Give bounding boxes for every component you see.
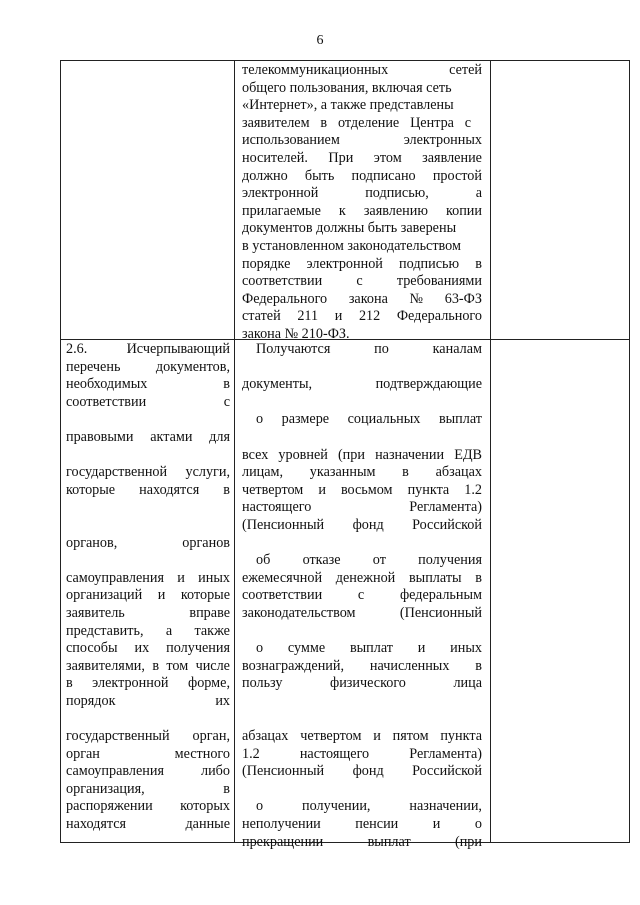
text-line (66, 429, 230, 447)
word: иных (198, 569, 230, 586)
text-line (242, 273, 482, 291)
regulation-table (60, 60, 630, 850)
text-line (66, 552, 230, 570)
word: заявителем (242, 114, 310, 131)
word: заявитель (66, 604, 125, 621)
word: указанным (309, 464, 376, 481)
word: 2.6. (66, 341, 88, 357)
word: которые (66, 481, 116, 498)
text-line (242, 203, 482, 221)
text-line (66, 499, 230, 517)
word: организаций (66, 587, 143, 604)
word: абзацах (242, 728, 289, 745)
word: (Пенсионный (399, 604, 482, 621)
text-line: документов должны быть заверены (242, 220, 457, 237)
word: о (256, 411, 264, 428)
word: и (417, 640, 426, 657)
word: настоящего (299, 745, 370, 762)
word: в (475, 255, 482, 272)
text-line (242, 132, 482, 150)
word: назначении (375, 446, 445, 463)
word: в (402, 464, 409, 481)
text-line (66, 798, 230, 816)
word: подписано (351, 167, 416, 184)
word: соответствии (66, 393, 147, 410)
word: том (166, 657, 189, 674)
text-line (242, 798, 482, 816)
word: а (165, 622, 173, 639)
word: государственный (66, 728, 170, 745)
word: восьмом (340, 481, 393, 498)
word: сумме (287, 640, 326, 657)
word: каналам (432, 341, 482, 357)
word: иных (450, 640, 482, 657)
text-line: в установленном законодательством (242, 237, 461, 254)
text-line (66, 781, 230, 799)
word: о (474, 816, 482, 833)
text-line (66, 359, 230, 377)
word: четвертом (300, 728, 362, 745)
word: Получаются (256, 341, 331, 357)
text-line (66, 587, 230, 605)
text-line (242, 464, 482, 482)
text-line (242, 587, 482, 605)
word: порядке (242, 255, 291, 272)
text-line (66, 517, 230, 535)
text-line (495, 359, 627, 377)
word: с (356, 273, 363, 290)
word: которые (180, 587, 230, 604)
word: представить, (66, 622, 144, 639)
text-line (242, 168, 482, 186)
word: Российской (412, 516, 482, 533)
text-line (66, 605, 230, 623)
word: 212 (358, 308, 381, 325)
word: о (256, 640, 264, 657)
word: и (177, 569, 185, 586)
word: этом (373, 149, 402, 166)
word: местного (174, 745, 230, 762)
word: При (328, 149, 354, 166)
word: пункта (440, 728, 482, 745)
word: Регламента) (409, 499, 482, 516)
text-line (66, 710, 230, 728)
word: выплат (367, 833, 411, 850)
word: порядок (66, 692, 116, 709)
text-line (242, 308, 482, 326)
column-divider-2 (490, 61, 491, 842)
word: (при (337, 446, 365, 463)
text-line (242, 429, 482, 447)
text-line (242, 552, 482, 570)
word: физического (330, 675, 406, 692)
word: по (374, 341, 389, 357)
word: начисленных (369, 657, 450, 674)
text-line (66, 411, 230, 429)
row1-description-cell (242, 62, 482, 344)
word: Российской (412, 763, 482, 780)
word: выплат (349, 640, 393, 657)
word: в (223, 376, 230, 393)
word: денежной (335, 569, 396, 586)
word: законодательством (242, 604, 356, 621)
text-line (66, 623, 230, 641)
word: числе (195, 657, 230, 674)
text-line (242, 411, 482, 429)
word: прекращении (242, 833, 324, 850)
word: статей (242, 308, 281, 325)
word: вправе (189, 604, 230, 621)
text-line: «Интернет», а также представлены (242, 97, 454, 114)
word: подписью, (365, 185, 429, 202)
word: заявление (422, 149, 482, 166)
word: должно (242, 167, 288, 184)
word: подтверждающие (375, 376, 482, 393)
page-number: 6 (316, 33, 324, 48)
word: неполучении (242, 816, 321, 833)
text-line (242, 658, 482, 676)
text-line (242, 359, 482, 377)
text-line: общего пользования, включая сеть (242, 79, 452, 96)
word: в (66, 675, 73, 692)
row2-item-cell (66, 341, 230, 851)
word: услуги, (185, 464, 230, 481)
text-line (242, 763, 482, 781)
word: закона (348, 290, 388, 307)
word: необходимых (66, 376, 148, 393)
text-line (66, 816, 230, 834)
text-line (242, 623, 482, 641)
text-line (242, 499, 482, 517)
word: уровней (278, 446, 328, 463)
text-line (66, 535, 230, 553)
text-line (242, 710, 482, 728)
word: 63-ФЗ (444, 290, 482, 307)
word: Федерального (242, 290, 328, 307)
word: заявлению (363, 202, 428, 219)
word: с (357, 587, 365, 604)
word: 211 (297, 308, 319, 325)
word: и (432, 816, 441, 833)
word: копии (445, 202, 482, 219)
word: в (475, 569, 482, 586)
word: либо (201, 763, 230, 780)
word: также (194, 622, 230, 639)
word: заявителями, (66, 657, 145, 674)
word: Регламента) (409, 745, 482, 762)
text-line (242, 535, 482, 553)
text-line (242, 394, 482, 412)
word: самоуправления (66, 763, 164, 780)
text-line (495, 341, 627, 359)
text-line (242, 150, 482, 168)
word: четвертом (242, 481, 304, 498)
word: организация, (66, 780, 145, 797)
text-line (242, 62, 482, 80)
text-line (66, 834, 230, 852)
text-line (66, 464, 230, 482)
text-line (242, 675, 482, 693)
text-line (66, 763, 230, 781)
text-line (66, 394, 230, 412)
word: фонд (352, 763, 384, 780)
word: распоряжении (66, 798, 153, 815)
text-line (66, 570, 230, 588)
word: абзацах (435, 464, 482, 481)
word: для (209, 428, 230, 445)
column-divider-1 (234, 61, 235, 842)
text-line (242, 185, 482, 203)
word: получении, (302, 798, 371, 815)
word: в (223, 481, 230, 498)
word: о (256, 798, 264, 815)
word: соответствии (242, 587, 323, 604)
word: от (372, 552, 386, 569)
word: находятся (66, 816, 127, 833)
word: форме, (188, 675, 230, 692)
word: электронной (242, 185, 319, 202)
word: пользу (242, 675, 283, 692)
text-line (66, 376, 230, 394)
word: которых (180, 798, 230, 815)
word: простой (432, 167, 482, 184)
word: подписью (399, 255, 460, 272)
text-line (242, 376, 482, 394)
word: электронных (403, 132, 482, 149)
word: и (318, 481, 326, 498)
text-line (242, 570, 482, 588)
text-line (242, 640, 482, 658)
word: ЕДВ (454, 446, 482, 463)
text-line (242, 291, 482, 309)
word: и (157, 587, 166, 604)
text-line: закона № 210-ФЗ. (242, 325, 350, 342)
word: пенсии (355, 816, 399, 833)
word: пункта (407, 481, 450, 498)
word: быть (304, 167, 335, 184)
word: (Пенсионный (242, 763, 325, 780)
row2-reference-cell (495, 341, 627, 429)
text-line (66, 728, 230, 746)
word: отделение (337, 114, 400, 131)
word: федеральным (399, 587, 482, 604)
word: 1.2 (242, 745, 260, 762)
word: находятся (139, 481, 200, 498)
word: телекоммуникационных (242, 62, 389, 78)
word: а (475, 185, 482, 202)
word: орган, (192, 728, 230, 745)
text-line (242, 816, 482, 834)
word: с (464, 114, 472, 131)
text-line (242, 341, 482, 359)
word: социальных (347, 411, 421, 428)
word: размере (281, 411, 330, 428)
text-line (66, 746, 230, 764)
word: перечень (66, 358, 121, 375)
word: самоуправления (66, 569, 164, 586)
text-line (242, 693, 482, 711)
word: требованиями (396, 273, 482, 290)
word: актами (150, 428, 193, 445)
word: сетей (449, 62, 482, 78)
text-line (242, 447, 482, 465)
word: электронной (92, 675, 169, 692)
word: 1.2 (464, 481, 482, 498)
word: с (223, 393, 230, 410)
word: государственной (66, 464, 168, 481)
word: документов, (155, 358, 230, 375)
word: их (215, 692, 230, 709)
word: (при (454, 833, 482, 850)
word: выплаты (408, 569, 462, 586)
text-line (495, 394, 627, 412)
text-line (66, 640, 230, 658)
word: их (134, 640, 150, 657)
row2-description-cell (242, 341, 482, 851)
word: всех (242, 446, 269, 463)
word: настоящего (242, 499, 312, 516)
word: № (409, 290, 424, 307)
text-line (66, 658, 230, 676)
word: об (256, 552, 271, 569)
word: выплат (438, 411, 482, 428)
word: Исчерпывающий (126, 341, 230, 357)
word: органов (182, 534, 230, 551)
word: получения (418, 552, 482, 569)
word: отказе (302, 552, 341, 569)
word: правовыми (66, 428, 134, 445)
text-line (66, 447, 230, 465)
word: и (334, 308, 343, 325)
word: лицам, (242, 464, 284, 481)
text-line (495, 376, 627, 394)
word: ежемесячной (242, 569, 323, 586)
text-line (242, 517, 482, 535)
text-line (242, 781, 482, 799)
word: (Пенсионный (242, 516, 325, 533)
word: лица (453, 675, 482, 692)
text-line (242, 115, 482, 133)
text-line (242, 256, 482, 274)
word: Федерального (396, 308, 482, 325)
text-line (66, 341, 230, 359)
text-line (66, 693, 230, 711)
text-line (242, 728, 482, 746)
text-line (242, 746, 482, 764)
word: и (373, 728, 381, 745)
word: носителей. (242, 149, 308, 166)
word: назначении, (409, 798, 482, 815)
word: документы, (242, 376, 313, 393)
word: использованием (242, 132, 340, 149)
text-line (242, 482, 482, 500)
text-line (66, 675, 230, 693)
word: в (223, 780, 230, 797)
word: фонд (352, 516, 384, 533)
word: к (338, 202, 346, 219)
word: органов, (66, 534, 118, 551)
word: в (320, 114, 328, 131)
word: вознаграждений, (242, 657, 345, 674)
text-line (242, 605, 482, 623)
text-line (242, 834, 482, 852)
text-line (495, 411, 627, 429)
word: пятом (392, 728, 429, 745)
word: Центра (410, 114, 454, 131)
word: в (152, 657, 160, 674)
word: прилагаемые (242, 202, 321, 219)
word: способы (66, 640, 118, 657)
word: данные (185, 816, 230, 833)
word: орган (66, 745, 100, 762)
word: в (475, 657, 482, 674)
word: получения (166, 640, 230, 657)
text-line (66, 482, 230, 500)
word: соответствии (242, 273, 323, 290)
word: электронной (306, 255, 383, 272)
